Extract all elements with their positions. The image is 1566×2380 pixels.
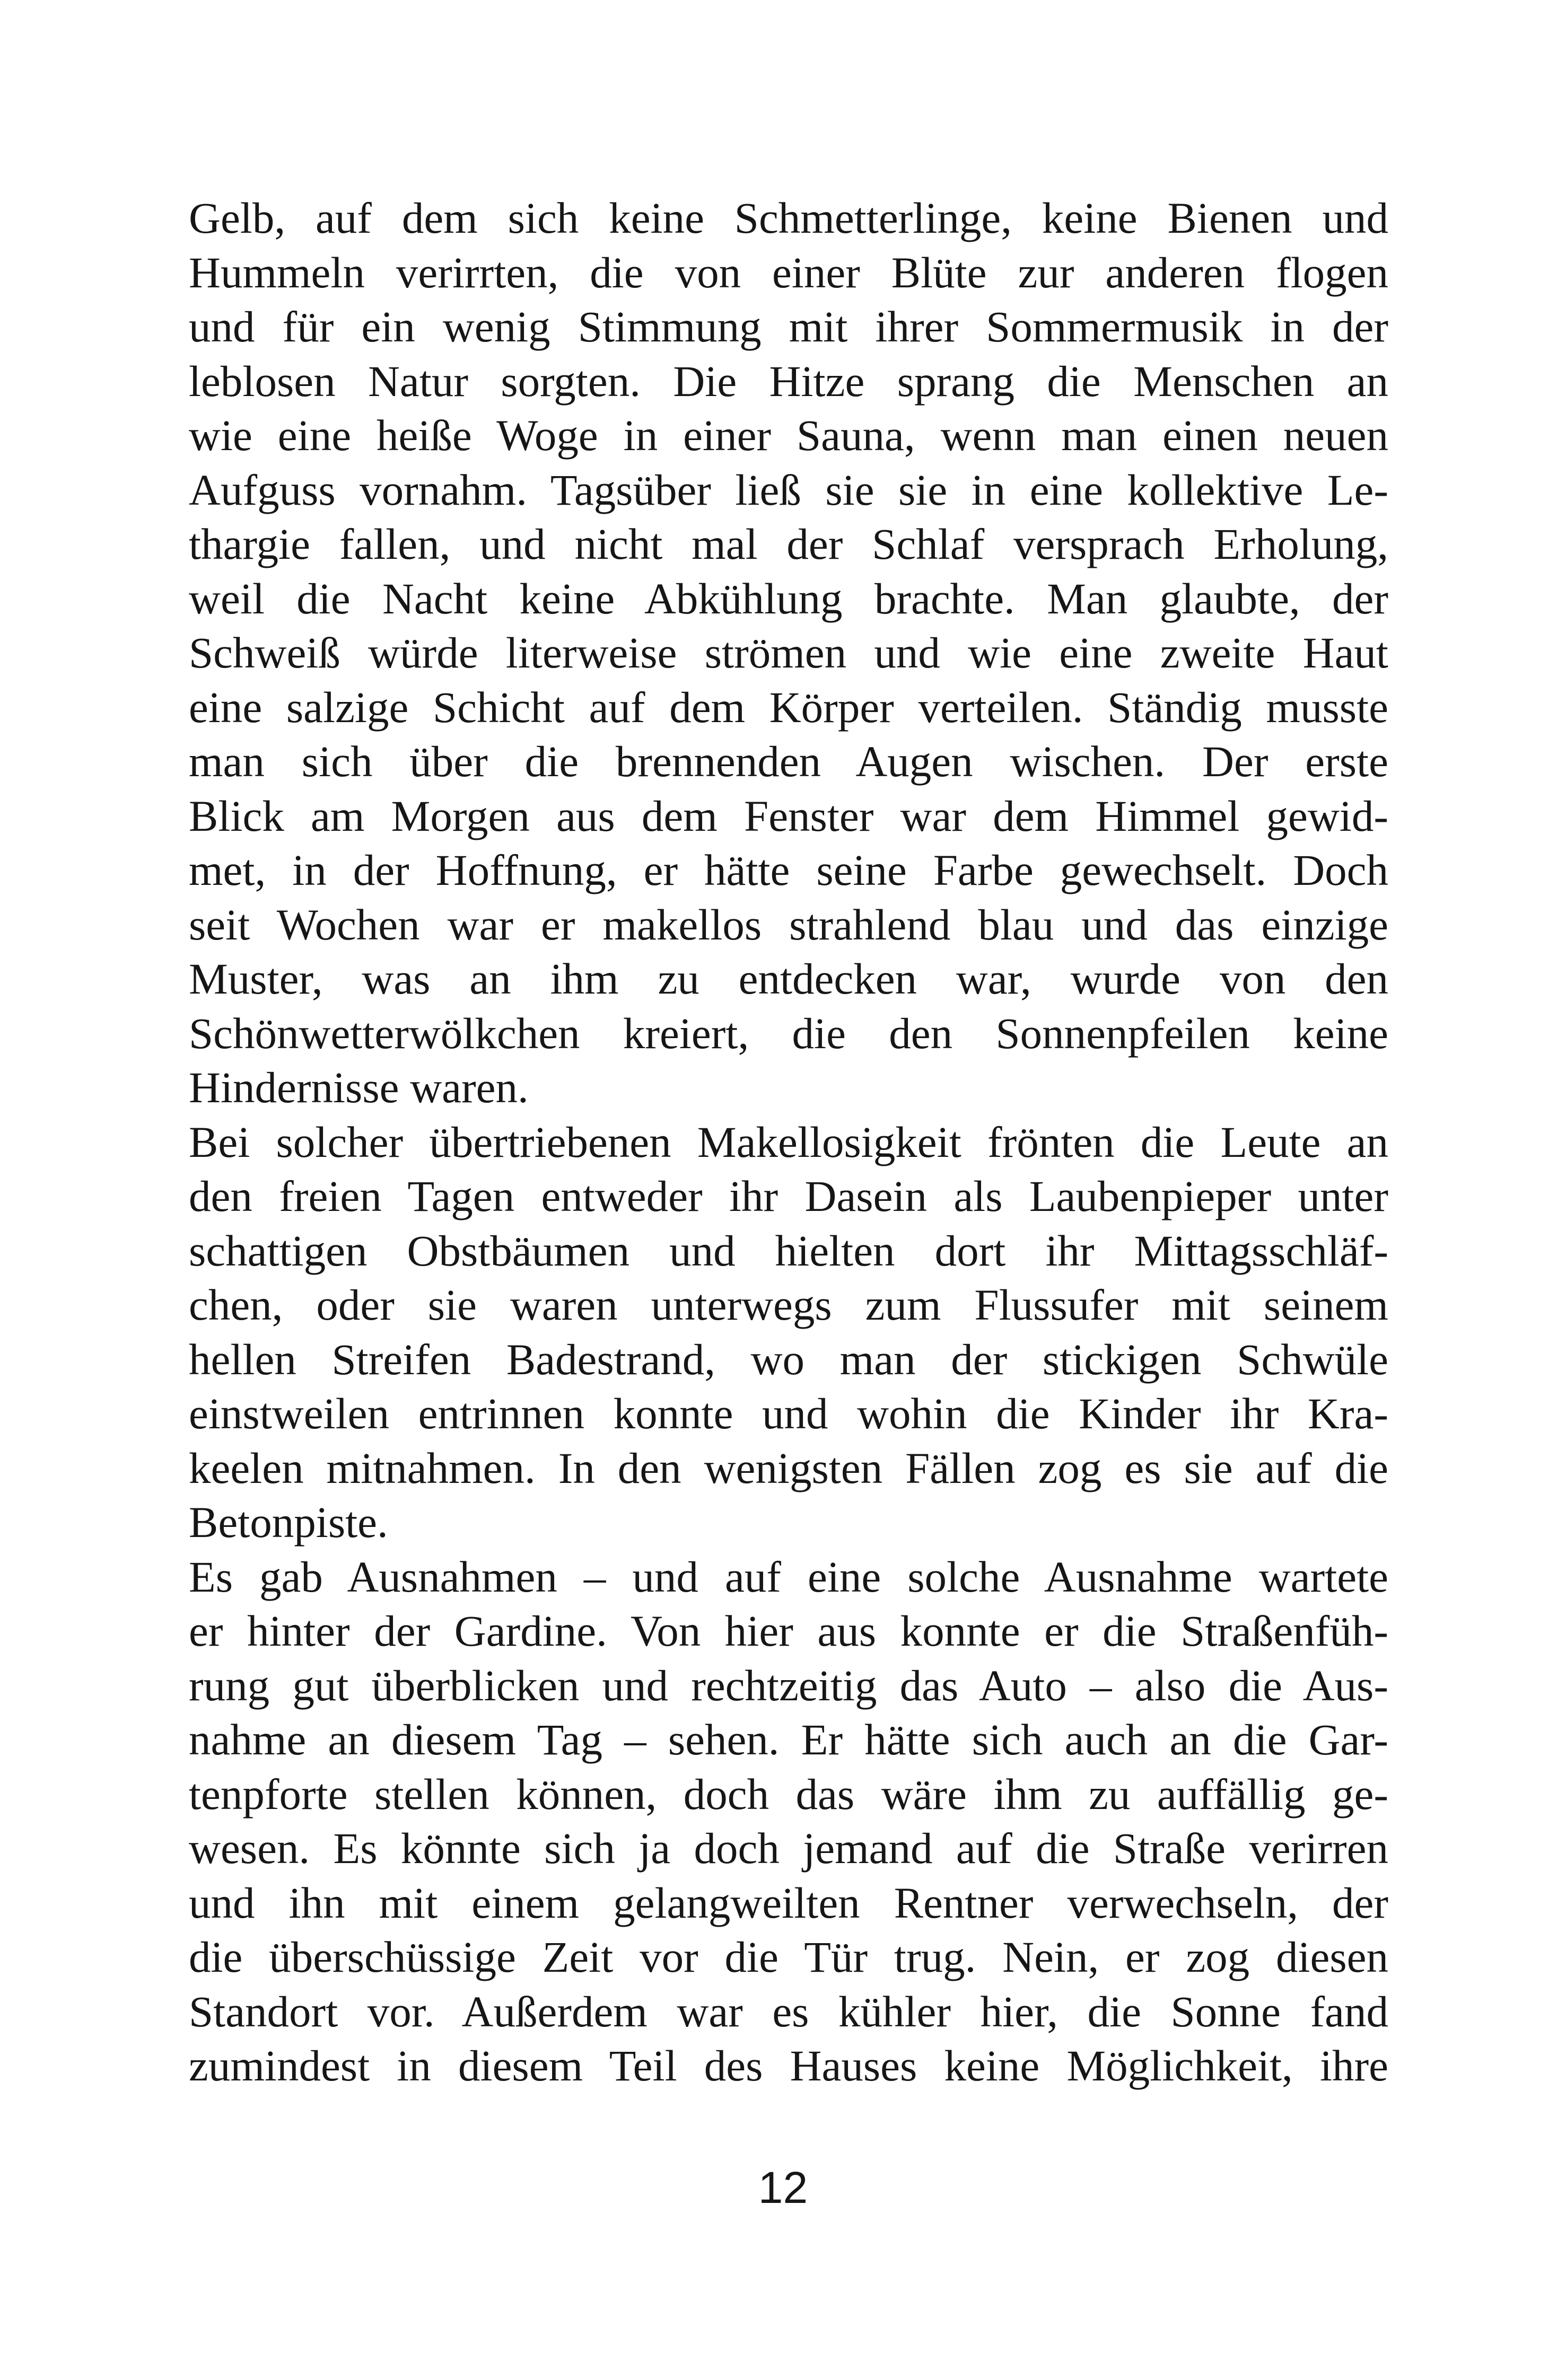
text-line: Hummeln verirrten, die von einer Blüte zur anderen flogen	[189, 248, 1388, 297]
text-line: weil die Nacht keine Abkühlung brachte. Man glaubte, der	[189, 574, 1388, 623]
text-line: rung gut überblicken und rechtzeitig das Auto – also die Aus-	[189, 1661, 1388, 1710]
text-line: wesen. Es könnte sich ja doch jemand auf die Straße verirren	[189, 1824, 1388, 1873]
text-line: einstweilen entrinnen konnte und wohin die Kinder ihr Kra-	[189, 1389, 1388, 1438]
text-line: eine salzige Schicht auf dem Körper verteilen. Ständig musste	[189, 682, 1388, 732]
text-line: und für ein wenig Stimmung mit ihrer Sommermusik in der	[189, 302, 1388, 351]
text-line: den freien Tagen entweder ihr Dasein als Laubenpieper unter	[189, 1172, 1388, 1220]
text-line: tenpforte stellen können, doch das wäre ihm zu auffällig ge-	[189, 1769, 1388, 1819]
text-line: hellen Streifen Badestrand, wo man der stickigen Schwüle	[189, 1334, 1388, 1384]
text-line: Muster, was an ihm zu entdecken war, wurde von den	[189, 954, 1388, 1003]
text-line: Standort vor. Außerdem war es kühler hier, die Sonne fand	[189, 1987, 1388, 2036]
text-line: und ihn mit einem gelangweilten Rentner verwechseln, der	[189, 1878, 1388, 1927]
page-number: 12	[758, 2163, 808, 2212]
body-text	[189, 191, 1388, 2093]
text-line: er hinter der Gardine. Von hier aus konnte er die Straßenfüh-	[189, 1606, 1388, 1655]
text-line: chen, oder sie waren unterwegs zum Flussufer mit seinem	[189, 1280, 1388, 1329]
text-line: keelen mitnahmen. In den wenigsten Fällen zog es sie auf die	[189, 1443, 1388, 1492]
text-line: Es gab Ausnahmen – und auf eine solche Ausnahme wartete	[189, 1552, 1388, 1601]
text-line: Betonpiste.	[189, 1498, 388, 1547]
text-line: met, in der Hoffnung, er hätte seine Farbe gewechselt. Doch	[189, 846, 1388, 894]
text-line: Schweiß würde literweise strömen und wie eine zweite Haut	[189, 628, 1388, 677]
text-line: Bei solcher übertriebenen Makellosigkeit frönten die Leute an	[189, 1117, 1388, 1166]
text-line: nahme an diesem Tag – sehen. Er hätte sich auch an die Gar-	[189, 1715, 1388, 1764]
text-line: man sich über die brennenden Augen wischen. Der erste	[189, 737, 1388, 786]
text-line: wie eine heiße Woge in einer Sauna, wenn man einen neuen	[189, 411, 1388, 460]
text-line: leblosen Natur sorgten. Die Hitze sprang die Menschen an	[189, 356, 1388, 406]
text-line: Schönwetterwölkchen kreiert, die den Sonnenpfeilen keine	[189, 1008, 1388, 1058]
text-line: seit Wochen war er makellos strahlend blau und das einzige	[189, 900, 1388, 949]
text-line: Aufguss vornahm. Tagsüber ließ sie sie in eine kollektive Le-	[189, 465, 1388, 514]
text-line: thargie fallen, und nicht mal der Schlaf versprach Erholung,	[189, 520, 1388, 568]
text-line: Blick am Morgen aus dem Fenster war dem Himmel gewid-	[189, 791, 1388, 840]
text-line: die überschüssige Zeit vor die Tür trug. Nein, er zog diesen	[189, 1933, 1388, 1981]
text-line: zumindest in diesem Teil des Hauses keine Möglichkeit, ihre	[189, 2041, 1388, 2090]
text-line: schattigen Obstbäumen und hielten dort ihr Mittagsschläf-	[189, 1226, 1388, 1275]
text-line: Hindernisse waren.	[189, 1063, 529, 1112]
text-line: Gelb, auf dem sich keine Schmetterlinge, keine Bienen und	[189, 194, 1388, 242]
